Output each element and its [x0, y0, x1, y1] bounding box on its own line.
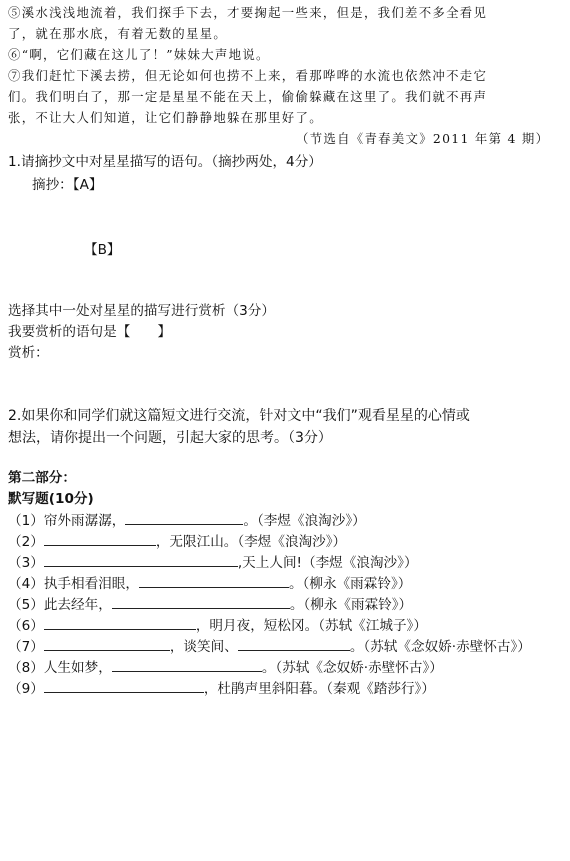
item-text-after: 。（柳永《雨霖铃》）: [289, 576, 412, 592]
item-text-after: 。（柳永《雨霖铃》）: [289, 597, 413, 613]
part-2-heading: 第二部分：: [8, 470, 76, 486]
item-number: （3）: [8, 555, 44, 571]
analysis-prompt: 选择其中一处对星星的描写进行赏析（3分）: [8, 303, 275, 319]
passage-paragraph-7-line-1: ⑦我们赶忙下溪去捞，但无论如何也捞不上来，看那哗哗的水流也依然冲不走它: [8, 68, 488, 83]
dictation-item-5: [8, 594, 412, 616]
item-text-before: 人生如梦，: [43, 660, 112, 676]
question-1-prompt: 1.请摘抄文中对星星描写的语句。（摘抄两处，4分）: [8, 154, 322, 170]
dictation-item-9: [8, 678, 435, 700]
item-text-after: ，杜鹃声里斜阳暮。（秦观《踏莎行》）: [203, 681, 435, 697]
item-text-middle: ，谈笑间、: [169, 639, 238, 655]
item-text-after: 。（苏轼《念奴娇·赤壁怀古》）: [261, 660, 443, 676]
answer-blank[interactable]: [44, 636, 170, 651]
answer-blank[interactable]: [44, 615, 196, 630]
answer-blank[interactable]: [139, 573, 289, 588]
item-number: （4）: [8, 576, 44, 592]
item-number: （6）: [8, 618, 44, 634]
item-number: （5）: [8, 597, 44, 613]
appreciation-label: 赏析：: [8, 345, 49, 361]
item-text-after: 。（李煜《浪淘沙》）: [243, 513, 366, 529]
answer-blank[interactable]: [125, 510, 243, 525]
dictation-item-4: [8, 573, 411, 595]
item-number: （9）: [8, 681, 44, 697]
dictation-item-6: [8, 615, 427, 637]
item-number: （8）: [8, 660, 44, 676]
question-2-line-1: 2.如果你和同学们就这篇短文进行交流，针对文中“我们”观看星星的心情或: [8, 408, 470, 424]
item-text-after: ，无限江山。（李煜《浪淘沙》）: [155, 534, 347, 550]
passage-paragraph-6: ⑥“啊，它们藏在这儿了！”妹妹大声地说。: [8, 47, 270, 62]
dictation-item-3: [8, 552, 418, 574]
question-2-line-2: 想法，请你提出一个问题，引起大家的思考。（3分）: [8, 430, 332, 446]
dictation-item-1: [8, 510, 366, 532]
item-text-after: 。（苏轼《念奴娇·赤壁怀古》）: [349, 639, 531, 655]
answer-blank[interactable]: [44, 552, 238, 567]
passage-paragraph-5-line-2: 了，就在那水底，有着无数的星星。: [8, 26, 228, 41]
dictation-item-2: [8, 531, 346, 553]
passage-paragraph-7-line-3: 张，不让大人们知道，让它们静静地躲在那里好了。: [8, 110, 323, 125]
passage-source: （节选自《青春美文》2011 年第 4 期）: [296, 131, 550, 146]
answer-blank[interactable]: [44, 531, 156, 546]
item-number: （1）: [8, 513, 44, 529]
item-number: （2）: [8, 534, 44, 550]
excerpt-b-label: 【B】: [84, 242, 121, 258]
passage-paragraph-5-line-1: ⑤溪水浅浅地流着，我们探手下去，才要掬起一些来，但是，我们差不多全看见: [8, 5, 488, 20]
dictation-heading: 默写题(10分): [8, 491, 94, 507]
answer-blank[interactable]: [44, 678, 204, 693]
item-text-before: 此去经年，: [43, 597, 112, 613]
answer-blank[interactable]: [112, 657, 262, 672]
chosen-sentence-label: 我要赏析的语句是【 】: [8, 324, 172, 340]
answer-blank[interactable]: [238, 636, 350, 651]
item-text-before: 执手相看泪眼，: [43, 576, 139, 592]
item-text-before: 帘外雨潺潺，: [43, 513, 126, 529]
answer-blank[interactable]: [112, 594, 290, 609]
item-number: （7）: [8, 639, 44, 655]
passage-paragraph-7-line-2: 们。我们明白了，那一定是星星不能在天上，偷偷躲藏在这里了。我们就不再声: [8, 89, 488, 104]
item-text-after: ,天上人间!（李煜《浪淘沙》）: [237, 555, 418, 571]
dictation-item-7: [8, 636, 531, 658]
item-text-after: ，明月夜，短松冈。（苏轼《江城子》）: [195, 618, 427, 634]
excerpt-a-label: 摘抄：【A】: [32, 177, 103, 193]
dictation-item-8: [8, 657, 443, 679]
